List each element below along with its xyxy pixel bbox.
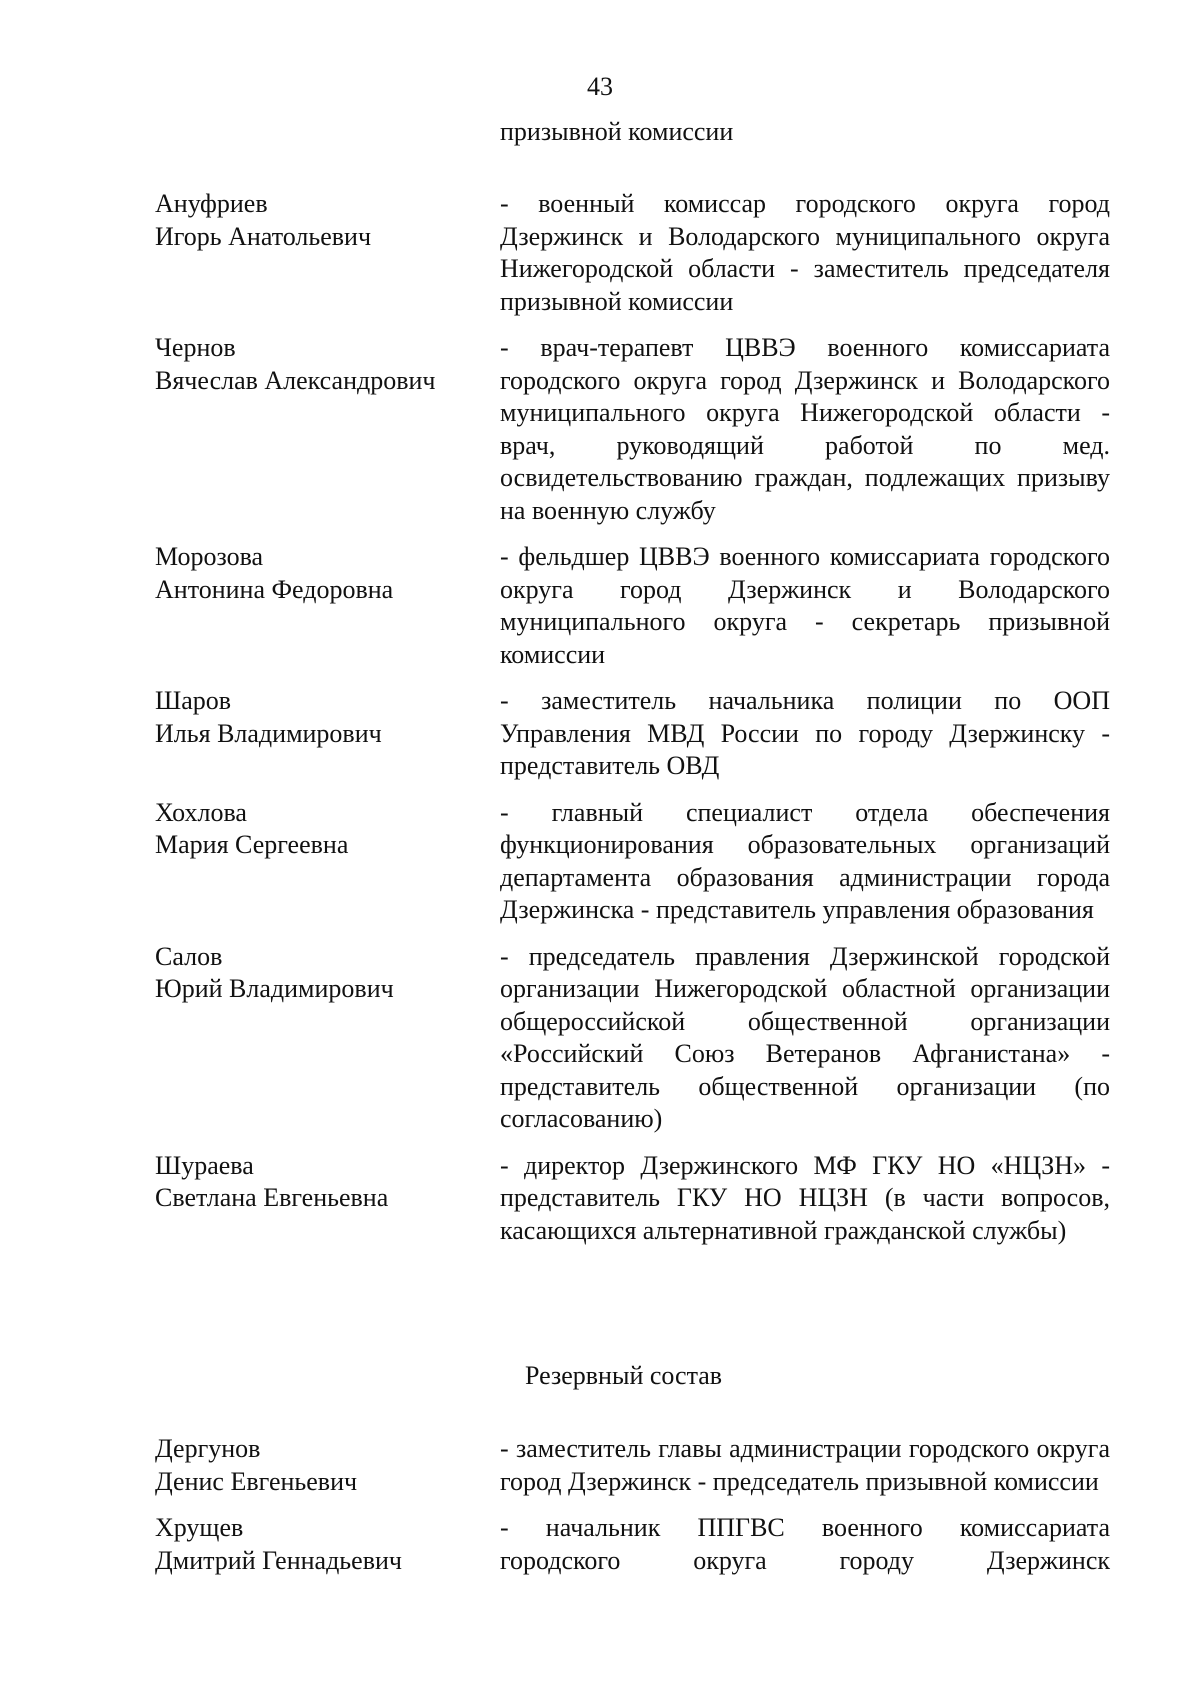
member-surname: Салов (155, 941, 223, 971)
member-name (155, 941, 500, 1136)
member-role: - фельдшер ЦВВЭ военного комиссариата городского округа город Дзержинск и Володарского муниципального округа - секретарь призывной комиссии (500, 542, 1110, 669)
member-name (155, 541, 500, 671)
member-given-name: Мария Сергеевна (155, 830, 349, 859)
member-name (155, 188, 500, 318)
member-name (155, 797, 500, 927)
continued-text: призывной комиссии (500, 117, 734, 146)
member-role: - заместитель начальника полиции по ООП Управления МВД России по городу Дзержинску - представитель ОВД (500, 686, 1110, 780)
member-name (155, 1512, 500, 1577)
member-entry (155, 1150, 1110, 1248)
member-surname: Морозова (155, 542, 264, 571)
member-role: - заместитель главы администрации городского округа город Дзержинск - председатель призывной комиссии (500, 1434, 1110, 1496)
member-name (155, 1433, 500, 1498)
member-entry (155, 797, 1110, 927)
member-surname: Хохлова (155, 797, 247, 827)
member-name (155, 1150, 500, 1248)
member-name (155, 332, 500, 527)
member-surname: Шаров (155, 686, 232, 715)
page-number: 43 (587, 72, 613, 101)
member-entry (155, 1512, 1110, 1577)
member-entry (155, 541, 1110, 671)
member-entry (155, 188, 1110, 318)
member-entry (155, 941, 1110, 1136)
member-given-name: Светлана Евгеньевна (155, 1183, 389, 1212)
member-surname: Ануфриев (155, 189, 268, 218)
member-entry (155, 332, 1110, 527)
member-role: - начальник ППГВС военного комиссариата городского округа городу Дзержинск (500, 1513, 1110, 1575)
member-surname: Чернов (155, 333, 236, 362)
member-given-name: Денис Евгеньевич (155, 1466, 358, 1496)
member-entry (155, 685, 1110, 783)
member-surname: Хрущев (155, 1513, 244, 1542)
reserve-members-list (155, 1433, 1110, 1591)
member-given-name: Дмитрий Геннадьевич (155, 1545, 402, 1575)
member-given-name: Игорь Анатольевич (155, 221, 372, 251)
member-surname: Шураева (155, 1150, 254, 1180)
member-surname: Дергунов (155, 1434, 261, 1463)
member-given-name: Юрий Владимирович (155, 974, 394, 1003)
member-role: - председатель правления Дзержинской городской организации Нижегородской областной организации общероссийской общественной организации «Российский Союз Ветеранов Афганистана» - представитель общественной организации (по согласованию) (500, 941, 1110, 1133)
member-name (155, 685, 500, 783)
member-given-name: Антонина Федоровна (155, 574, 394, 604)
member-role: - главный специалист отдела обеспечения функционирования образовательных организаций департамента образования администрации города Дзержинска - представитель управления образования (500, 797, 1110, 924)
member-entry (155, 1433, 1110, 1498)
member-role: - директор Дзержинского МФ ГКУ НО «НЦЗН» - представитель ГКУ НО НЦЗН (в части вопросов, касающихся альтернативной гражданской службы) (500, 1150, 1110, 1245)
members-list (155, 188, 1110, 1261)
member-given-name: Вячеслав Александрович (155, 365, 436, 395)
member-given-name: Илья Владимирович (155, 718, 382, 748)
reserve-section-title: Резервный состав (525, 1361, 723, 1390)
member-role: - врач-терапевт ЦВВЭ военного комиссариата городского округа город Дзержинск и Володарского муниципального округа Нижегородской области - врач, руководящий работой по мед. освидетельствованию граждан, подлежащих призыву на военную службу (500, 333, 1110, 525)
member-role: - военный комиссар городского округа город Дзержинск и Володарского муниципального округа Нижегородской области - заместитель председателя призывной комиссии (500, 189, 1110, 316)
